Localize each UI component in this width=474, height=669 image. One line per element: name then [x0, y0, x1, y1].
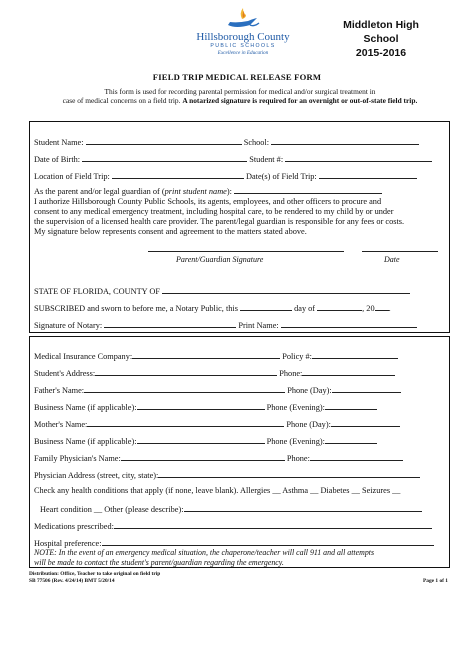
distribution-note: Distribution: Office, Teacher to take original on field trip [29, 571, 161, 577]
notary-signature-label: Signature of Notary: [34, 321, 103, 330]
address-row [34, 367, 395, 379]
consent-line-2: I authorize Hillsborough County Public Schools, its agents, employees, and other officers to procure and [34, 196, 382, 206]
student-name-row [34, 136, 419, 148]
medications-label: Medications prescribed: [34, 522, 114, 531]
school-name: Middleton High School [343, 19, 419, 45]
emergency-note [34, 548, 448, 568]
school-field[interactable] [271, 136, 419, 145]
hospital-label: Hospital preference: [34, 539, 102, 548]
location-row [34, 170, 417, 182]
father-row [34, 384, 401, 396]
hospital-field[interactable] [102, 537, 434, 546]
guardian-of-student-field[interactable] [234, 185, 382, 194]
insurance-label: Medical Insurance Company: [34, 352, 133, 361]
school-header [326, 18, 436, 60]
dob-field[interactable] [82, 153, 247, 162]
student-name-label: Student Name: [34, 138, 84, 147]
state-county-row [34, 285, 410, 297]
year-field[interactable] [375, 302, 389, 311]
intro-line-2 [30, 96, 450, 105]
district-subtitle: PUBLIC SCHOOLS [210, 43, 276, 49]
district-tagline: Excellence in Education [217, 50, 269, 56]
address-label: Student's Address: [34, 369, 96, 378]
dob-label: Date of Birth: [34, 155, 81, 164]
business1-label: Business Name (if applicable): [34, 403, 137, 412]
other-condition-field[interactable] [184, 503, 422, 512]
phone-evening-label: Phone (Evening): [266, 403, 325, 412]
consent-line-4: the supervision of a licensed health care provider. The parent/legal guardian is responsible for any fees or costs. [34, 216, 405, 226]
mother-row [34, 418, 400, 430]
notary-signature-field[interactable] [104, 319, 236, 328]
county-field[interactable] [162, 285, 410, 294]
insurance-field[interactable] [132, 350, 280, 359]
student-name-field[interactable] [86, 136, 242, 145]
district-logo [188, 5, 298, 73]
consent-line-5: My signature below represents consent and agreement to the matters stated above. [34, 226, 307, 236]
print-name-field[interactable] [281, 319, 417, 328]
mother-phone-day-label: Phone (Day): [286, 420, 331, 429]
physician-label: Family Physician's Name: [34, 454, 121, 463]
student-number-label: Student #: [249, 155, 284, 164]
mother-phone-day-field[interactable] [331, 418, 400, 427]
medications-row [34, 520, 432, 532]
phone-evening2-field[interactable] [325, 435, 377, 444]
business2-row [34, 435, 377, 447]
phone-label: Phone: [279, 369, 303, 378]
signature-caption: Parent/Guardian Signature [176, 255, 264, 264]
address-field[interactable] [95, 367, 277, 376]
parent-date-field[interactable] [362, 251, 438, 252]
print-name-label: Print Name: [238, 321, 279, 330]
consent-lead: As the parent and/or legal guardian of ( [34, 187, 165, 196]
father-label: Father's Name: [34, 386, 85, 395]
physician-address-row [34, 469, 420, 481]
conditions-other-label: Heart condition __ Other (please describe): [40, 505, 184, 514]
father-field[interactable] [84, 384, 285, 393]
note-line-2: will be made to contact the student's parent/guardian regarding the emergency. [34, 557, 284, 567]
consent-after: ): [226, 187, 232, 196]
year-label: , 20 [362, 304, 375, 313]
consent-paragraph [34, 185, 446, 237]
physician-address-field[interactable] [158, 469, 420, 478]
student-number-field[interactable] [285, 153, 432, 162]
date-caption: Date [384, 255, 400, 264]
conditions-row: Check any health conditions that apply (if none, leave blank). Allergies __ Asthma __ Diabetes __ Seizures __ [34, 486, 401, 495]
business1-row [34, 401, 377, 413]
day-of-label: day of [294, 304, 316, 313]
business2-label: Business Name (if applicable): [34, 437, 137, 446]
physician-row [34, 452, 403, 464]
note-line-1: NOTE: In the event of an emergency medical situation, the chaperone/teacher will call 911 and all attempts [34, 548, 375, 557]
father-phone-day-field[interactable] [332, 384, 401, 393]
physician-address-label: Physician Address (street, city, state): [34, 471, 159, 480]
policy-field[interactable] [312, 350, 398, 359]
insurance-row [34, 350, 398, 362]
intro-line-1: This form is used for recording parental permission for medical and/or surgical treatment in [104, 87, 376, 96]
form-code: SB 77506 (Rev. 4/24/14) BMT 5/20/14 [29, 578, 115, 584]
consent-line-3: consent to any medical emergency treatment, including hospital care, to be rendered to my child by or under [34, 206, 394, 216]
business1-field[interactable] [137, 401, 265, 410]
policy-label: Policy #: [282, 352, 312, 361]
consent-italic: print student name [164, 187, 227, 196]
phone-field[interactable] [302, 367, 395, 376]
location-field[interactable] [112, 170, 244, 179]
physician-phone-label: Phone: [286, 454, 310, 463]
school-label: School: [243, 138, 270, 147]
notary-row [34, 319, 417, 331]
physician-phone-field[interactable] [310, 452, 403, 461]
medications-field[interactable] [114, 520, 432, 529]
business2-field[interactable] [137, 435, 265, 444]
physician-field[interactable] [121, 452, 285, 461]
form-intro [30, 87, 450, 105]
district-name: Hillsborough County [196, 31, 290, 43]
form-title: FIELD TRIP MEDICAL RELEASE FORM [152, 72, 322, 82]
location-label: Location of Field Trip: [34, 172, 110, 181]
intro-text: case of medical concerns on a field trip. [62, 96, 181, 106]
page-number: Page 1 of 1 [422, 578, 448, 584]
date-of-trip-label: Date(s) of Field Trip: [245, 172, 317, 181]
school-year: 2015-2016 [355, 47, 407, 59]
phone-evening2-label: Phone (Evening): [266, 437, 325, 446]
day-field[interactable] [240, 302, 292, 311]
dob-row [34, 153, 432, 165]
state-county-label: STATE OF FLORIDA, COUNTY OF [34, 287, 161, 296]
parent-signature-field[interactable] [148, 251, 344, 252]
father-phone-day-label: Phone (Day): [287, 386, 332, 395]
intro-notarized-note: A notarized signature is required for an overnight or out-of-state field trip. [182, 96, 418, 106]
conditions-row-2 [40, 503, 422, 515]
mother-label: Mother's Name: [34, 420, 88, 429]
consent-line-1 [34, 185, 446, 197]
date-of-trip-field[interactable] [319, 170, 417, 179]
subscribed-label: SUBSCRIBED and sworn to before me, a Notary Public, this [34, 304, 238, 313]
lamp-of-learning-icon [224, 5, 262, 31]
phone-evening-field[interactable] [325, 401, 377, 410]
subscribed-row: SUBSCRIBED and sworn to before me, a Notary Public, this day of , 20 . [34, 304, 391, 313]
month-field[interactable] [317, 302, 362, 311]
mother-field[interactable] [87, 418, 284, 427]
